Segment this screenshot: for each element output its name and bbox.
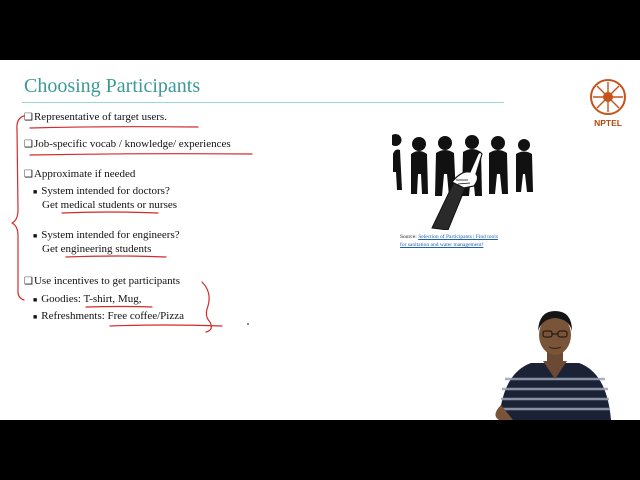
sub-bullet-text: System intended for engineers? (41, 229, 180, 241)
sub-bullet-icon: ■ (33, 188, 38, 196)
source-link[interactable]: Selection of Participants | Find tools (418, 234, 498, 240)
bullet-text: Representative of target users. (33, 111, 167, 123)
ink-underline-tshirt-mug (86, 307, 152, 308)
bullet-text: Use incentives to get participants (33, 275, 180, 287)
source-link-line2[interactable]: for sanitation and water management! (400, 242, 484, 248)
person-silhouette (392, 134, 402, 190)
person-silhouette (489, 150, 508, 194)
participants-illustration (392, 130, 552, 230)
sub-bullet-engineers-line2: Get engineering students (42, 243, 152, 255)
ink-bracket-incentives (202, 282, 211, 332)
bullet-icon: ❑ (24, 276, 33, 287)
sub-bullet-text: System intended for doctors? (41, 185, 170, 197)
person-silhouette (518, 139, 530, 151)
ink-dot (247, 323, 249, 325)
logo-text: NPTEL (594, 118, 622, 128)
source-prefix: Source: (400, 234, 419, 240)
slide-title: Choosing Participants (24, 75, 201, 97)
sub-bullet-icon: ■ (33, 313, 38, 321)
bullet-icon: ❑ (24, 139, 33, 150)
slide (0, 60, 640, 420)
image-source-caption (400, 233, 498, 249)
bullet-text: Approximate if needed (33, 168, 136, 180)
sub-bullet-icon: ■ (33, 296, 38, 304)
sub-bullet-text: Goodies: T-shirt, Mug, (41, 293, 142, 305)
sub-bullet-text: Refreshments: Free coffee/Pizza (41, 310, 184, 322)
person-silhouette (465, 135, 479, 149)
presenter-video (495, 305, 615, 420)
person-silhouette (491, 136, 505, 150)
sub-bullet-doctors-line2: Get medical students or nurses (42, 199, 178, 211)
person-silhouette (412, 137, 426, 151)
person-silhouette (411, 151, 428, 194)
ink-underline-medical-students (62, 212, 158, 213)
ink-underline-coffee-pizza (110, 325, 222, 326)
bullet-icon: ❑ (24, 112, 33, 123)
bullet-icon: ❑ (24, 169, 33, 180)
presenter-figure (495, 311, 611, 420)
ink-underline-engineering-students (66, 256, 166, 257)
bullet-text: Job-specific vocab / knowledge/ experiences (33, 138, 231, 150)
person-silhouette (438, 136, 452, 150)
ink-underline-job-specific (30, 154, 252, 155)
ink-underline-representative (30, 127, 198, 128)
sub-bullet-icon: ■ (33, 232, 38, 240)
ink-left-bracket (12, 116, 24, 300)
person-silhouette (516, 152, 533, 193)
